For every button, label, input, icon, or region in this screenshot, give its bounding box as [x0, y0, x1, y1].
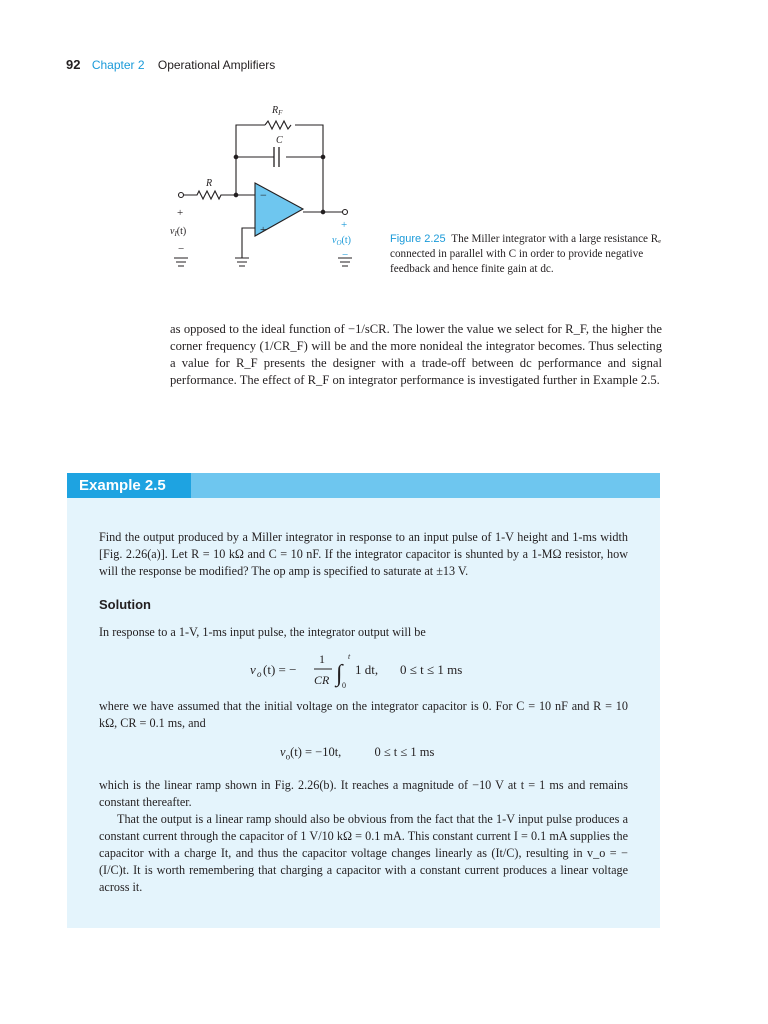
- chapter-title: Operational Amplifiers: [157, 58, 276, 72]
- svg-text:C: C: [276, 135, 283, 146]
- para-after-eq2: which is the linear ramp shown in Fig. 2.26(b). It reaches a magnitude of −10 V at t = 1 ms and remains constant thereafter.: [99, 778, 628, 809]
- svg-text:R: R: [206, 178, 213, 189]
- noninv-ground-wire: [242, 228, 255, 258]
- equation-1: [250, 648, 500, 698]
- svg-text:v: v: [250, 662, 256, 677]
- para-after-eq1: where we have assumed that the initial voltage on the integrator capacitor is 0. For C = 10 nF and R = 10 kΩ, CR = 0.1 ms, and: [99, 699, 628, 730]
- svg-text:vI(t): $v_I(t)$: [170, 226, 187, 238]
- figure-label: Figure 2.25: [390, 233, 446, 245]
- solution-intro: In response to a 1-V, 1-ms input pulse, the integrator output will be: [99, 625, 426, 639]
- feedback-resistor-rf: [265, 121, 291, 129]
- miller-integrator-circuit: [165, 100, 375, 285]
- svg-text:+: +: [177, 207, 184, 219]
- svg-text:o: o: [257, 669, 262, 679]
- svg-text:−: −: [342, 249, 349, 261]
- input-terminal: [179, 193, 184, 198]
- chapter-label: Chapter 2: [91, 58, 145, 72]
- example-problem: Find the output produced by a Miller integrator in response to an input pulse of 1-V height and 1-ms width [Fig. 2.26(a)]. Let R = 10 kΩ and C = 10 nF. If the integrator capacitor is shunted by a 1-MΩ resistor, how will the response be modified? The op amp is specified to saturate at ±13 V.: [99, 530, 628, 578]
- svg-text:0 ≤ t ≤ 1 ms: 0 ≤ t ≤ 1 ms: [400, 662, 463, 677]
- solution-heading: Solution: [99, 597, 151, 612]
- svg-text:+: +: [260, 224, 267, 236]
- svg-text:(t) = −: (t) = −: [263, 662, 297, 677]
- svg-text:+: +: [341, 219, 348, 231]
- input-resistor: [183, 191, 255, 199]
- feedback-capacitor: [274, 147, 279, 167]
- input-ground-icon: [174, 258, 188, 266]
- svg-text:∫: ∫: [336, 661, 343, 687]
- svg-text:−: −: [178, 243, 185, 255]
- svg-text:0: 0: [342, 681, 346, 690]
- figure-caption: [390, 232, 665, 277]
- figure-caption-text: The Miller integrator with a large resistance Rₑ connected in parallel with C in order to provide negative feedback and hence finite gain at dc.: [390, 233, 662, 275]
- svg-text:1 dt,: 1 dt,: [355, 662, 379, 677]
- svg-text:t: t: [348, 652, 351, 661]
- feedback-wire-left: [236, 125, 265, 193]
- equation-2: $v_o(t) = -10t$, 0 ≤ t ≤ 1 ms: [280, 745, 435, 762]
- svg-text:−: −: [260, 188, 267, 202]
- feedback-wire-right: [295, 125, 323, 212]
- output-terminal: [343, 210, 348, 215]
- svg-text:vO(t): $v_O(t)$: [332, 235, 351, 247]
- para-final: That the output is a linear ramp should also be obvious from the fact that the 1-V input pulse produces a constant current through the capacitor of 1 V/10 kΩ = 0.1 mA. This constant current I = 0.1 mA supplies the capacitor with a charge It, and thus the capacitor voltage changes linearly as (It/C), resulting in v_o = −(I/C)t. It is worth remembering that charging a capacitor with a constant current produces a linear voltage across it.: [99, 812, 628, 894]
- svg-text:CR: CR: [314, 673, 330, 687]
- running-header: [66, 57, 275, 72]
- svg-text:1: 1: [319, 652, 325, 666]
- page-number: 92: [66, 57, 81, 72]
- svg-text:RF: $R_F$: [272, 105, 283, 117]
- example-title: Example 2.5: [67, 473, 191, 498]
- intro-paragraph: as opposed to the ideal function of −1/sCR. The lower the value we select for R_F, the higher the corner frequency (1/CR_F) will be and the more nonideal the integrator becomes. Thus selecting a value for R_F presents the designer with a trade-off between dc performance and signal performance. The effect of R_F on integrator performance is investigated further in Example 2.5.: [170, 322, 662, 387]
- ground-icon: [235, 258, 249, 266]
- equation-1-graphic: [250, 648, 500, 694]
